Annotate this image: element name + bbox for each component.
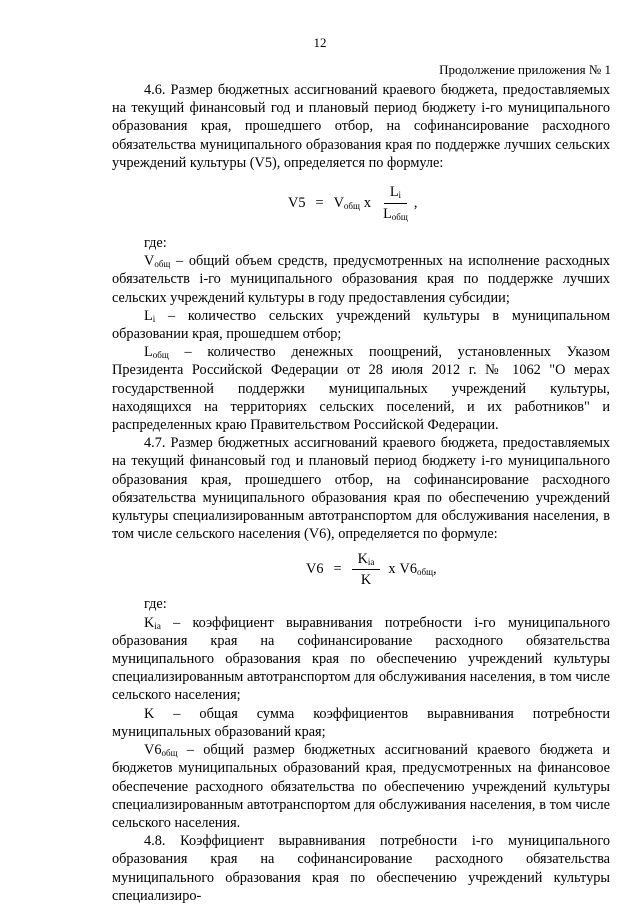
definition-v6-obsh: $V6_{общ}$ – общий размер бюджетных ассигнований краевого бюджета и бюджетов муниципальных образований края, предусмотренных на финансовое обеспечение расходного обязательства по обеспечению учреждений культуры специализированным автотранспортом для обслуживания населения, в том числе сельского населения. — [112, 742, 610, 831]
definition-l-i: $L_i$ – количество сельских учреждений культуры в муниципальном образовании края, прошедшем отбор; — [112, 307, 610, 343]
equals-sign: = — [333, 561, 342, 578]
paragraph-4-8: 4.8. Коэффициент выравнивания потребности i-го муниципального образования края на софинансирование расходного обязательства муниципального образования края по обеспечению учреждений культуры специализиро- — [112, 833, 610, 904]
page-number: 12 — [313, 35, 327, 50]
formula-lhs: V5 — [288, 194, 306, 211]
formula-v5 — [112, 172, 610, 234]
formula-comma: , — [413, 194, 418, 211]
where-label: где: — [144, 596, 167, 613]
paragraph-4-7: 4.7. Размер бюджетных ассигнований краевого бюджета, предоставляемых на текущий финансовый год и плановый период бюджету i-го муниципального образования края, прошедшего отбор, на софинансирование расходного обязательства муниципального образования края по обеспечению учреждений культуры специализированным автотранспортом для обслуживания населения, в том числе сельского населения (V6), определяется по формуле: — [112, 435, 610, 543]
document-body — [112, 81, 610, 905]
definition-l-obsh: $L_{общ}$ – количество денежных поощрений, установленных Указом Президента Российской Федерации от 28 июля 2012 г. № 1062 "О мерах государственной поддержки муниципальных учреждений культуры, находящихся на территориях сельских поселений, и их работников" и распределенных краю Правительством Российской Федерации. — [112, 344, 610, 434]
definition-k: K – общая сумма коэффициентов выравнивания потребности муниципальных образований края; — [112, 705, 610, 740]
fraction — [352, 552, 381, 588]
fraction-numerator: $K_{ia}$ — [352, 552, 381, 570]
fraction-numerator: $L_i$ — [384, 185, 407, 203]
formula-comma: , — [433, 561, 437, 578]
formula-v6 — [112, 543, 610, 595]
appendix-continuation: Продолжение приложения № 1 — [439, 62, 611, 77]
fraction — [377, 185, 414, 221]
definition-v-obsh: $V_{общ}$ – общий объем средств, предусмотренных на исполнение расходных обязательств i-го муниципального образования края по поддержке лучших сельских учреждений культуры в году предоставления субсидии; — [112, 253, 610, 306]
equals-sign: = — [315, 194, 324, 211]
multiply-sign: x — [388, 561, 396, 578]
formula-lhs: V6 — [306, 561, 324, 578]
definition-k-ia: $K_{ia}$ – коэффициент выравнивания потребности i-го муниципального образования края на софинансирование расходного обязательства муниципального образования края по обеспечению учреждений культуры специализированным автотранспортом для обслуживания населения, в том числе сельского населения; — [112, 614, 610, 704]
formula-term: $V6_{общ}$ — [399, 561, 434, 578]
formula-term: $V_{общ}$ — [333, 194, 360, 211]
where-label: где: — [144, 235, 167, 252]
fraction-denominator: K — [360, 571, 372, 588]
multiply-sign: x — [363, 194, 372, 211]
paragraph-4-6: 4.6. Размер бюджетных ассигнований краевого бюджета, предоставляемых на текущий финансовый год и плановый период бюджету i-го муниципального образования края, прошедшего отбор, на софинансирование расходного обязательства муниципального образования края по поддержке лучших сельских учреждений культуры (V5), определяется по формуле: — [112, 82, 610, 171]
fraction-denominator: $L_{общ}$ — [383, 205, 408, 222]
